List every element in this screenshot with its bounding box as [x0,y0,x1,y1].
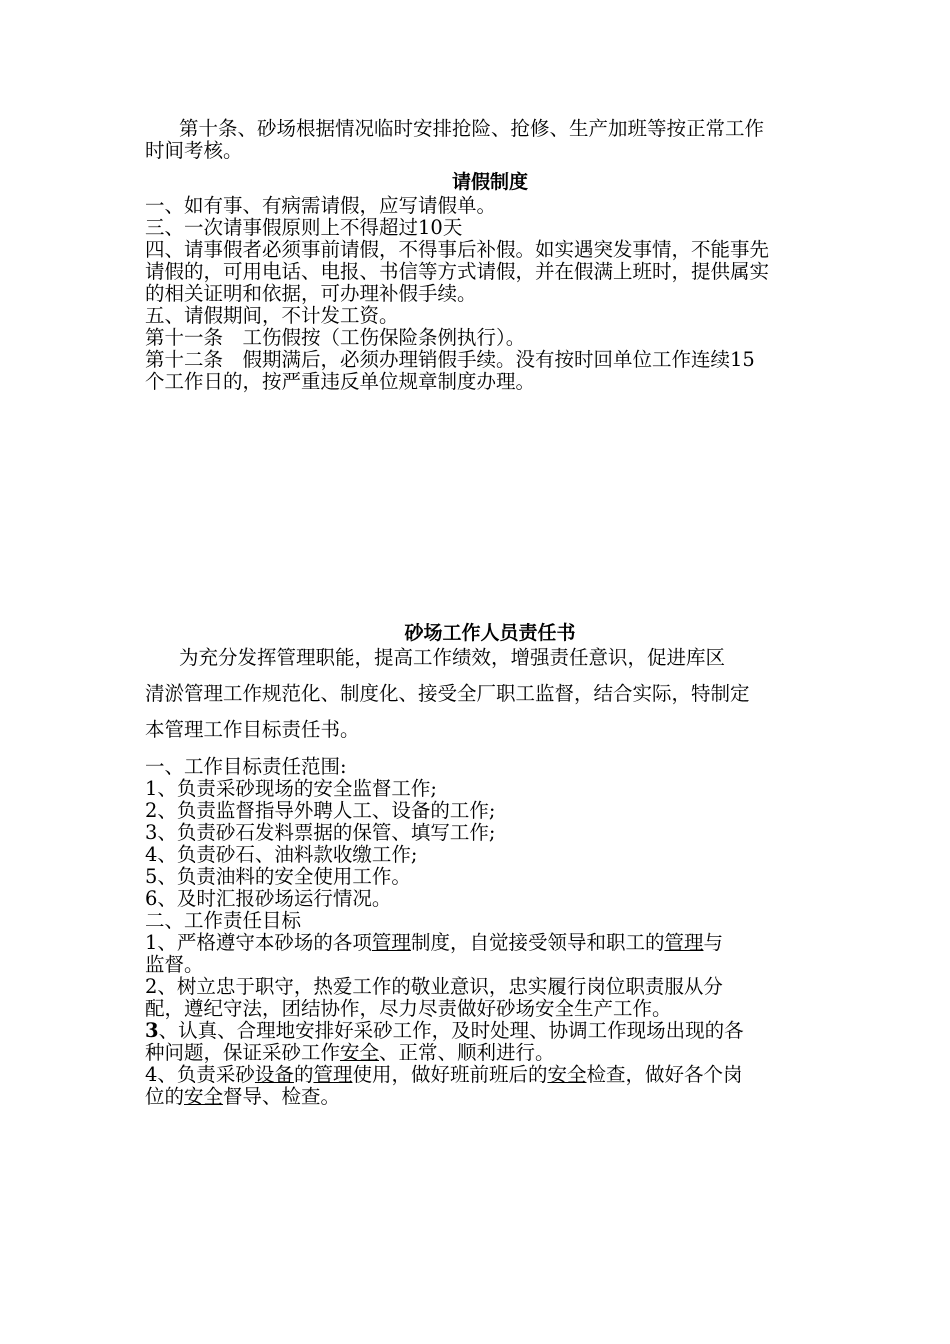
scope-item: 3、负责砂石发料票据的保管、填写工作; [145,821,496,844]
text-span: 种问题，保证采砂工作 [145,1041,341,1064]
text-span: 使用，做好班前班后的 [352,1063,548,1086]
responsibility-intro-line-1: 为充分发挥管理职能，提高工作绩效，增强责任意识，促进库区 [179,646,726,669]
article-twelve-line-2: 个工作日的，按严重违反单位规章制度办理。 [145,370,536,393]
leave-policy-title: 请假制度 [451,171,528,193]
text-span: 、正常、顺利进行。 [379,1041,555,1064]
leave-rule-4-line-2: 请假的，可用电话、电报、书信等方式请假，并在假满上班时，提供属实 [145,260,770,283]
goal-2-line-2: 配，遵纪守法，团结协作，尽力尽责做好砂场安全生产工作。 [145,997,672,1020]
leave-policy-section [145,118,835,393]
responsibility-title: 砂场工作人员责任书 [404,622,576,644]
goal-1-line-1 [145,932,835,954]
goal-4-line-1 [145,1064,835,1086]
scope-item: 6、及时汇报砂场运行情况。 [145,887,392,910]
text-span: 督导、检查。 [223,1085,341,1108]
goal-2-line-1: 2、树立忠于职守，热爱工作的敬业意识，忠实履行岗位职责服从分 [145,975,723,998]
goal-1-line-2: 监督。 [145,953,204,976]
scope-heading: 一、工作目标责任范围: [145,755,347,778]
goal-3-line-2 [145,1042,835,1064]
leave-rule-3: 三、一次请事假原则上不得超过10天 [145,216,463,239]
underlined-term: 安全 [184,1085,224,1108]
text-span: 1、严格遵守本砂场的各项 [145,931,372,954]
goal-4-line-2 [145,1086,835,1108]
underlined-term: 安全 [340,1041,380,1064]
underlined-term: 安全 [547,1063,587,1086]
leave-rule-1: 一、如有事、有病需请假，应写请假单。 [145,194,497,217]
text-span: 与 [703,931,723,954]
underlined-term: 管理 [371,931,411,954]
responsibility-intro-line-2: 清淤管理工作规范化、制度化、接受全厂职工监督，结合实际，特制定 [145,682,750,705]
underlined-term: 管理 [313,1063,353,1086]
goal-3-line-1 [145,1020,835,1042]
underlined-term: 设备 [254,1063,294,1086]
text-span: 、认真、合理地安排好采砂工作，及时处理、协调工作现场出现的各 [158,1019,744,1042]
text-span: 检查，做好各个岗 [586,1063,743,1086]
leave-rule-5: 五、请假期间，不计发工资。 [145,304,399,327]
article-ten-line-1: 第十条、砂场根据情况临时安排抢险、抢修、生产加班等按正常工作 [179,117,765,140]
scope-item: 5、负责油料的安全使用工作。 [145,865,411,888]
scope-item: 2、负责监督指导外聘人工、设备的工作; [145,799,496,822]
underlined-term: 管理 [664,931,704,954]
text-span: 制度，自觉接受领导和职工的 [410,931,665,954]
article-eleven: 第十一条 工伤假按（工伤保险条例执行）。 [145,326,526,349]
goal-number: 3 [145,1019,159,1042]
text-span: 的 [293,1063,314,1086]
article-twelve-line-1: 第十二条 假期满后，必须办理销假手续。没有按时回单位工作连续15 [145,348,755,371]
leave-rule-4-line-1: 四、请事假者必须事前请假，不得事后补假。如实遇突发事情，不能事先 [145,238,770,261]
responsibility-intro-line-3: 本管理工作目标责任书。 [145,718,360,741]
responsibility-section [145,622,835,1108]
leave-rule-4-line-3: 的相关证明和依据，可办理补假手续。 [145,282,477,305]
scope-item: 1、负责采砂现场的安全监督工作; [145,777,437,800]
text-span: 位的 [145,1085,185,1108]
text-span: 4、负责采砂 [145,1063,255,1086]
scope-item: 4、负责砂石、油料款收缴工作; [145,843,418,866]
goal-heading: 二、工作责任目标 [145,909,302,932]
article-ten-line-2: 时间考核。 [145,139,243,162]
